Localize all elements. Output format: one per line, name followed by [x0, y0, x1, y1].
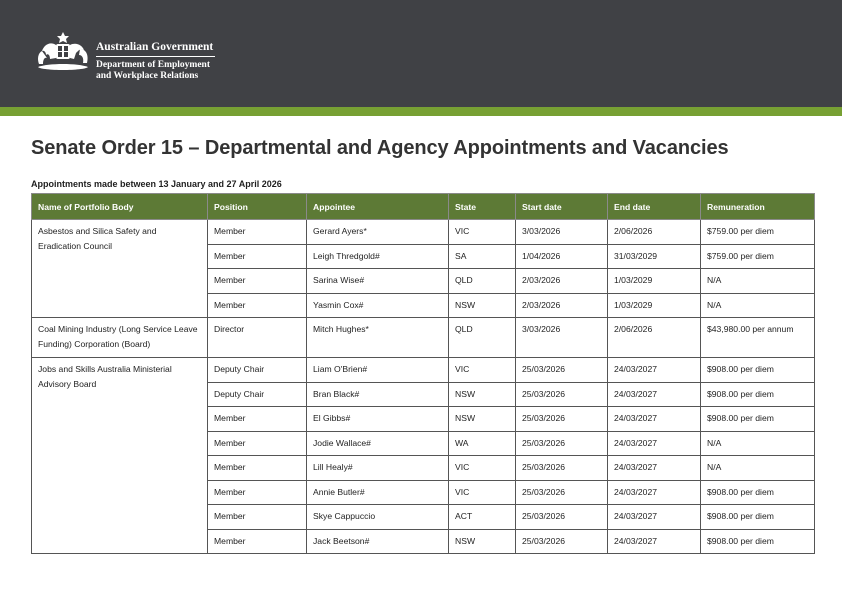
position-cell: Member — [208, 293, 307, 318]
appointee-cell: Bran Black# — [307, 382, 449, 407]
end-date-cell: 24/03/2027 — [608, 480, 701, 505]
coat-of-arms-logo — [34, 31, 92, 73]
remuneration-cell: $759.00 per diem — [701, 244, 815, 269]
remuneration-cell: $908.00 per diem — [701, 382, 815, 407]
column-header-position: Position — [208, 194, 307, 220]
remuneration-cell: N/A — [701, 456, 815, 481]
position-cell: Deputy Chair — [208, 382, 307, 407]
portfolio-body-cell: Asbestos and Silica Safety and Eradication Council — [32, 220, 208, 318]
start-date-cell: 2/03/2026 — [516, 269, 608, 294]
end-date-cell: 2/06/2026 — [608, 318, 701, 358]
start-date-cell: 25/03/2026 — [516, 407, 608, 432]
state-cell: QLD — [449, 269, 516, 294]
state-cell: NSW — [449, 382, 516, 407]
start-date-cell: 25/03/2026 — [516, 358, 608, 383]
start-date-cell: 25/03/2026 — [516, 529, 608, 554]
department-name-line-2: and Workplace Relations — [96, 71, 199, 81]
header-accent-bar — [0, 107, 842, 116]
department-name-line-1: Department of Employment — [96, 60, 210, 70]
remuneration-cell: N/A — [701, 293, 815, 318]
position-cell: Member — [208, 505, 307, 530]
start-date-cell: 3/03/2026 — [516, 318, 608, 358]
position-cell: Member — [208, 269, 307, 294]
appointee-cell: El Gibbs# — [307, 407, 449, 432]
appointee-cell: Annie Butler# — [307, 480, 449, 505]
remuneration-cell: N/A — [701, 431, 815, 456]
appointee-cell: Skye Cappuccio — [307, 505, 449, 530]
table-row — [32, 220, 815, 245]
end-date-cell: 24/03/2027 — [608, 358, 701, 383]
portfolio-body-cell: Coal Mining Industry (Long Service Leave Funding) Corporation (Board) — [32, 318, 208, 358]
column-header-state: State — [449, 194, 516, 220]
position-cell: Member — [208, 407, 307, 432]
appointee-cell: Jodie Wallace# — [307, 431, 449, 456]
state-cell: NSW — [449, 293, 516, 318]
remuneration-cell: $908.00 per diem — [701, 529, 815, 554]
state-cell: NSW — [449, 407, 516, 432]
state-cell: SA — [449, 244, 516, 269]
wordmark-divider — [96, 56, 215, 57]
appointments-table — [31, 193, 815, 554]
appointee-cell: Mitch Hughes* — [307, 318, 449, 358]
start-date-cell: 1/04/2026 — [516, 244, 608, 269]
end-date-cell: 31/03/2029 — [608, 244, 701, 269]
position-cell: Member — [208, 431, 307, 456]
remuneration-cell: $908.00 per diem — [701, 480, 815, 505]
table-row — [32, 318, 815, 358]
end-date-cell: 1/03/2029 — [608, 269, 701, 294]
remuneration-cell: $43,980.00 per annum — [701, 318, 815, 358]
state-cell: WA — [449, 431, 516, 456]
appointee-cell: Liam O'Brien# — [307, 358, 449, 383]
appointee-cell: Sarina Wise# — [307, 269, 449, 294]
end-date-cell: 1/03/2029 — [608, 293, 701, 318]
position-cell: Member — [208, 456, 307, 481]
remuneration-cell: $908.00 per diem — [701, 358, 815, 383]
column-header-end-date: End date — [608, 194, 701, 220]
end-date-cell: 24/03/2027 — [608, 529, 701, 554]
column-header-portfolio-body: Name of Portfolio Body — [32, 194, 208, 220]
table-body — [32, 220, 815, 554]
state-cell: QLD — [449, 318, 516, 358]
position-cell: Member — [208, 244, 307, 269]
end-date-cell: 2/06/2026 — [608, 220, 701, 245]
column-header-start-date: Start date — [516, 194, 608, 220]
state-cell: NSW — [449, 529, 516, 554]
end-date-cell: 24/03/2027 — [608, 382, 701, 407]
state-cell: VIC — [449, 456, 516, 481]
start-date-cell: 3/03/2026 — [516, 220, 608, 245]
end-date-cell: 24/03/2027 — [608, 407, 701, 432]
appointee-cell: Leigh Thredgold# — [307, 244, 449, 269]
start-date-cell: 25/03/2026 — [516, 382, 608, 407]
state-cell: VIC — [449, 220, 516, 245]
appointee-cell: Jack Beetson# — [307, 529, 449, 554]
table-row — [32, 358, 815, 383]
start-date-cell: 25/03/2026 — [516, 480, 608, 505]
start-date-cell: 25/03/2026 — [516, 431, 608, 456]
position-cell: Member — [208, 529, 307, 554]
column-header-remuneration: Remuneration — [701, 194, 815, 220]
position-cell: Deputy Chair — [208, 358, 307, 383]
start-date-cell: 25/03/2026 — [516, 456, 608, 481]
end-date-cell: 24/03/2027 — [608, 431, 701, 456]
government-name: Australian Government — [96, 41, 214, 53]
state-cell: ACT — [449, 505, 516, 530]
end-date-cell: 24/03/2027 — [608, 456, 701, 481]
appointee-cell: Gerard Ayers* — [307, 220, 449, 245]
position-cell: Member — [208, 220, 307, 245]
column-header-appointee: Appointee — [307, 194, 449, 220]
state-cell: VIC — [449, 358, 516, 383]
appointee-cell: Yasmin Cox# — [307, 293, 449, 318]
position-cell: Member — [208, 480, 307, 505]
remuneration-cell: $759.00 per diem — [701, 220, 815, 245]
government-wordmark — [96, 41, 215, 82]
end-date-cell: 24/03/2027 — [608, 505, 701, 530]
remuneration-cell: $908.00 per diem — [701, 407, 815, 432]
portfolio-body-cell: Jobs and Skills Australia Ministerial Advisory Board — [32, 358, 208, 554]
table-caption: Appointments made between 13 January and 27 April 2026 — [31, 179, 282, 189]
appointee-cell: Lill Healy# — [307, 456, 449, 481]
page-title: Senate Order 15 – Departmental and Agency Appointments and Vacancies — [31, 137, 729, 159]
table-header-row — [32, 194, 815, 220]
position-cell: Director — [208, 318, 307, 358]
start-date-cell: 25/03/2026 — [516, 505, 608, 530]
state-cell: VIC — [449, 480, 516, 505]
start-date-cell: 2/03/2026 — [516, 293, 608, 318]
remuneration-cell: N/A — [701, 269, 815, 294]
remuneration-cell: $908.00 per diem — [701, 505, 815, 530]
